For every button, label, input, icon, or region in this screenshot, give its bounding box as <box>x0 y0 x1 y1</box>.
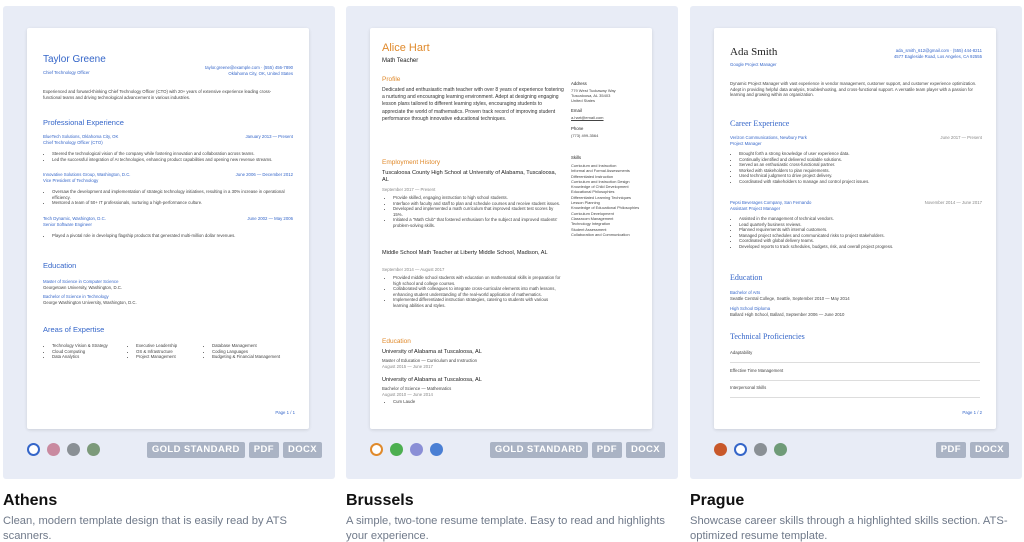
skill-item: Curriculum and Instruction <box>571 163 617 168</box>
list-item: • Budgeting & Financial Management <box>212 354 283 360</box>
divider <box>730 380 980 381</box>
skill-item: Effective Time Management <box>730 368 784 373</box>
list-item: • Served as an enthusiastic cross-functional partner. <box>739 162 980 168</box>
edu-degree: Bachelor of Arts <box>730 290 761 295</box>
expertise-column <box>203 343 283 360</box>
job-company: BlueTech Solutions, Oklahoma City, OK <box>43 134 119 139</box>
template-description: Showcase career skills through a highlighted skills section. ATS-optimized resume template. <box>690 515 1008 542</box>
job-bullets <box>43 189 293 206</box>
skill-item: Classroom Management <box>571 215 614 221</box>
template-description: A simple, two-tone resume template. Easy to read and highlights your experience. <box>346 515 666 542</box>
job-company: Tech Dynamic, Washington, D.C. <box>43 216 106 221</box>
job-dates: November 2014 — June 2017 <box>924 200 982 205</box>
job-title: Tuscaloosa County High School at University of Alabama, Tuscaloosa, AL <box>382 170 557 184</box>
list-item: • Initiated a "Math Club" that fostered enthusiasm for the subject and improved students' problem-solving skills. <box>393 217 562 228</box>
phone-value: (773) 499-3564 <box>571 133 599 138</box>
color-swatch-rust[interactable] <box>714 443 727 456</box>
job-title: Middle School Math Teacher at Liberty Middle School, Madison, AL <box>382 250 548 256</box>
job-bullets <box>730 151 980 185</box>
list-item: • Worked with stakeholders to plan requirements. <box>739 168 980 174</box>
resume-job-title: Chief Technology Officer <box>43 70 90 75</box>
edu-school: Seattle Central College, Seattle, September 2010 — May 2014 <box>730 296 850 301</box>
color-swatch-lavender[interactable] <box>410 443 423 456</box>
list-item: • Cum Laude <box>393 399 415 405</box>
edu-dates: August 2015 — June 2017 <box>382 364 433 369</box>
color-swatches <box>714 443 787 456</box>
list-item: • Developed and implemented a math curriculum that improved student test scores by 15%. <box>393 206 562 217</box>
list-item: • Technology Vision & Strategy <box>52 343 123 349</box>
skill-item: Technology Integration <box>571 221 611 227</box>
template-name[interactable]: Brussels <box>346 492 414 509</box>
edu-dates: August 2010 — June 2014 <box>382 392 433 397</box>
edu-detail: Bachelor of Science — Mathematics <box>382 386 452 391</box>
list-item: • Coordinated with stakeholders to manage and control project issues. <box>739 179 980 185</box>
job-dates: June 2002 — May 2006 <box>247 216 293 221</box>
resume-job-title: Google Project Manager <box>730 62 777 67</box>
badge-pdf: PDF <box>592 442 622 458</box>
list-item: • OS & Infrastructure <box>136 349 207 355</box>
job-bullets <box>730 216 980 250</box>
list-item: • Interface with faculty and staff to plan and schedule courses and receive student issues. <box>393 201 562 207</box>
edu-title: University of Alabama at Tuscaloosa, AL <box>382 377 482 383</box>
address-line: 779 West Tuckaway Way <box>571 88 616 93</box>
job-bullets <box>43 233 293 239</box>
section-heading-skills: Technical Proficiencies <box>730 332 805 341</box>
list-item: • Data Analytics <box>52 354 123 360</box>
list-item: • Planned requirements with internal customers. <box>739 227 980 233</box>
job-bullets <box>384 275 562 309</box>
resume-summary: Dynamic Project Manager with vast experience in vendor management, customer support, and customer experience optimization. Adept in providing helpful data analysis, troubleshooting, and cross-functional support. A versatile team player with a passion for learning and growing within an organization. <box>730 81 977 98</box>
badge-pdf: PDF <box>249 442 279 458</box>
section-heading-expertise: Areas of Expertise <box>43 325 105 334</box>
list-item: • Coding Languages <box>212 349 283 355</box>
job-role: Vice President of Technology <box>43 178 99 183</box>
list-item: • Brought forth a strong knowledge of user experience data. <box>739 151 980 157</box>
divider <box>730 397 980 398</box>
color-swatch-blue[interactable] <box>27 443 40 456</box>
badge-pdf: PDF <box>936 442 966 458</box>
skill-item: Knowledge of Educational Philosophies <box>571 205 640 211</box>
expertise-column <box>127 343 207 360</box>
resume-name: Alice Hart <box>382 42 430 54</box>
job-bullets <box>384 195 562 229</box>
skill-item: Curriculum Development <box>571 210 614 216</box>
template-name[interactable]: Athens <box>3 492 58 509</box>
list-item: • Developed reports to track schedules, budgets, risk, and overall project progress. <box>739 244 980 250</box>
skill-item: Adaptability <box>730 350 753 355</box>
skill-item: Interpersonal Skills <box>730 385 767 390</box>
list-item: • Managed project schedules and communicated risks to project stakeholders. <box>739 233 980 239</box>
color-swatch-grey[interactable] <box>67 443 80 456</box>
expertise-column <box>43 343 123 360</box>
badge-docx: DOCX <box>626 442 665 458</box>
color-swatch-green[interactable] <box>87 443 100 456</box>
list-item: • Cloud Computing <box>52 349 123 355</box>
resume-preview[interactable] <box>370 28 652 429</box>
edu-school: Ballard High School, Ballard, September 2006 — June 2010 <box>730 312 845 317</box>
edu-detail: Master of Education — Curriculum and Instruction <box>382 358 478 363</box>
side-heading-email: Email <box>571 108 582 113</box>
side-heading-phone: Phone <box>571 126 584 131</box>
list-item: • Used technical judgment to drive project delivery. <box>739 173 980 179</box>
list-item: • Collaborated with colleagues to integrate cross-curricular elements into math lessons, enhancing student understanding of the real-world application of mathematics. <box>393 286 562 297</box>
job-role: Project Manager <box>730 141 762 146</box>
section-heading-education: Education <box>382 338 411 345</box>
format-badges <box>147 442 322 458</box>
resume-job-title: Math Teacher <box>382 58 419 64</box>
skill-item: Collaboration and Communication <box>571 231 630 237</box>
divider <box>730 362 980 363</box>
job-company: Pepsi Beverages Company, San Fernando <box>730 200 812 205</box>
skill-item: Informal and Formal Assessments <box>571 168 630 174</box>
list-item: • Database Management <box>212 343 283 349</box>
badge-docx: DOCX <box>970 442 1009 458</box>
skills-list <box>571 163 649 237</box>
section-heading-education: Education <box>43 261 77 270</box>
resume-preview[interactable] <box>714 28 996 429</box>
list-item: • Continually identified and delivered scalable solutions. <box>739 157 980 163</box>
list-item: • Project Management <box>136 354 207 360</box>
color-swatches <box>370 443 443 456</box>
resume-name: Taylor Greene <box>43 54 106 65</box>
list-item: • Provided middle school students with education on mathematical skills in preparation for high school and college courses. <box>393 275 562 286</box>
skill-item: Differentiated Learning Techniques <box>571 194 631 200</box>
format-badges <box>936 442 1009 458</box>
job-role: Assistant Project Manager <box>730 206 781 211</box>
list-item: • Played a pivotal role in developing flagship products that generated multi-million dollar revenues. <box>52 233 293 239</box>
side-heading-address: Address <box>571 81 587 86</box>
badge-gold-standard: GOLD STANDARD <box>147 442 245 458</box>
job-role: Senior Software Engineer <box>43 222 92 227</box>
email-value[interactable]: a.hart@email.com <box>571 115 604 120</box>
edu-degree: High School Diploma <box>730 306 771 311</box>
job-dates: June 2017 — Present <box>940 135 982 140</box>
badge-docx: DOCX <box>283 442 322 458</box>
skill-item: Curriculum and Instruction Design <box>571 178 630 184</box>
color-swatch-blue[interactable] <box>734 443 747 456</box>
list-item: • Mentored a team of 50+ IT professionals, nurturing a high-performance culture. <box>52 200 293 206</box>
resume-summary: Experienced and forward-thinking Chief Technology Officer (CTO) with 20+ years of extensive experience leading cross-functional teams and driving technological advancement in various industries. <box>43 89 272 100</box>
color-swatch-blue[interactable] <box>430 443 443 456</box>
address-line: Tuscaloosa, AL 35403 <box>571 93 611 98</box>
edu-degree: Master of Science in Computer Science <box>43 279 119 284</box>
color-swatch-green[interactable] <box>390 443 403 456</box>
job-company: Innovative Solutions Group, Washington, D.C. <box>43 172 131 177</box>
template-name[interactable]: Prague <box>690 492 745 509</box>
list-item: • Assisted in the management of technical vendors. <box>739 216 980 222</box>
section-heading-profile: Profile <box>382 76 401 83</box>
edu-degree: Bachelor of Science in Technology <box>43 294 109 299</box>
skill-item: Educational Philosophies <box>571 189 615 195</box>
job-dates: September 2014 — August 2017 <box>382 267 445 272</box>
edu-school: George Washington University, Washington, D.C. <box>43 300 137 305</box>
list-item: • Coordinated with global delivery teams. <box>739 238 980 244</box>
resume-location: 4577 Eagleside Road, Los Angeles, CA 92555 <box>893 54 982 59</box>
color-swatch-green[interactable] <box>774 443 787 456</box>
side-heading-skills: Skills <box>571 155 582 160</box>
edu-school: Georgetown University, Washington, D.C. <box>43 285 123 290</box>
skill-item: Differentiated Instruction <box>571 173 614 179</box>
job-dates: June 2006 — December 2012 <box>235 172 293 177</box>
section-heading-experience: Professional Experience <box>43 118 124 127</box>
job-dates: January 2013 — Present <box>245 134 293 139</box>
list-item: • Provide skilled, engaging instruction to high school students. <box>393 195 562 201</box>
page-number: Page 1 / 2 <box>962 410 982 415</box>
list-item: • Led the successful integration of AI technologies, enhancing product capabilities and opening new revenue streams. <box>52 157 293 163</box>
job-role: Chief Technology Officer (CTO) <box>43 140 103 145</box>
job-company: Verizon Communications, Newbury Park <box>730 135 807 140</box>
skill-item: Lesson Planning <box>571 200 600 206</box>
resume-location: Oklahoma City, OK, United States <box>228 71 293 76</box>
color-swatch-grey[interactable] <box>754 443 767 456</box>
color-swatch-orange[interactable] <box>370 443 383 456</box>
section-heading-experience: Career Experience <box>730 119 790 128</box>
badge-gold-standard: GOLD STANDARD <box>490 442 588 458</box>
list-item: • Implemented differentiated instruction strategies, catering to students with various learning abilities and styles. <box>393 297 562 308</box>
edu-bullets <box>384 399 415 405</box>
format-badges <box>490 442 665 458</box>
list-item: • Steered the technological vision of the company while fostering innovation and collaboration across teams. <box>52 151 293 157</box>
resume-name: Ada Smith <box>730 46 778 58</box>
list-item: • Lead quarterly business reviews. <box>739 222 980 228</box>
color-swatches <box>27 443 100 456</box>
skill-item: Knowledge of Child Development <box>571 184 629 190</box>
edu-title: University of Alabama at Tuscaloosa, AL <box>382 349 482 355</box>
section-heading-employment: Employment History <box>382 159 441 166</box>
resume-contact: taylor.greene@example.com · (555) 456-7890 <box>205 65 293 70</box>
skill-item: Student Assessment <box>571 226 607 232</box>
job-dates: September 2017 — Present <box>382 187 436 192</box>
address-line: United States <box>571 98 596 103</box>
template-description: Clean, modern template design that is easily read by ATS scanners. <box>3 515 287 542</box>
resume-contact: ada_smith_612@gmail.com · (555) 444-8211 <box>895 48 982 53</box>
list-item: • Oversaw the development and implementation of strategic technology initiatives, resulting in a 30% increase in operational efficiency. <box>52 189 293 200</box>
list-item: • Executive Leadership <box>136 343 207 349</box>
resume-preview[interactable] <box>27 28 309 429</box>
color-swatch-pink[interactable] <box>47 443 60 456</box>
section-heading-education: Education <box>730 273 763 282</box>
profile-text: Dedicated and enthusiastic math teacher with over 8 years of experience fostering a nurturing and encouraging learning environment. Adept at designing engaging lesson plans tailored to different learning styles, encouraging students to appreciate the world of mathematics. Proven track record of improving student performance through innovative educational techniques. <box>382 87 564 122</box>
page-number: Page 1 / 1 <box>275 410 295 415</box>
job-bullets <box>43 151 293 162</box>
